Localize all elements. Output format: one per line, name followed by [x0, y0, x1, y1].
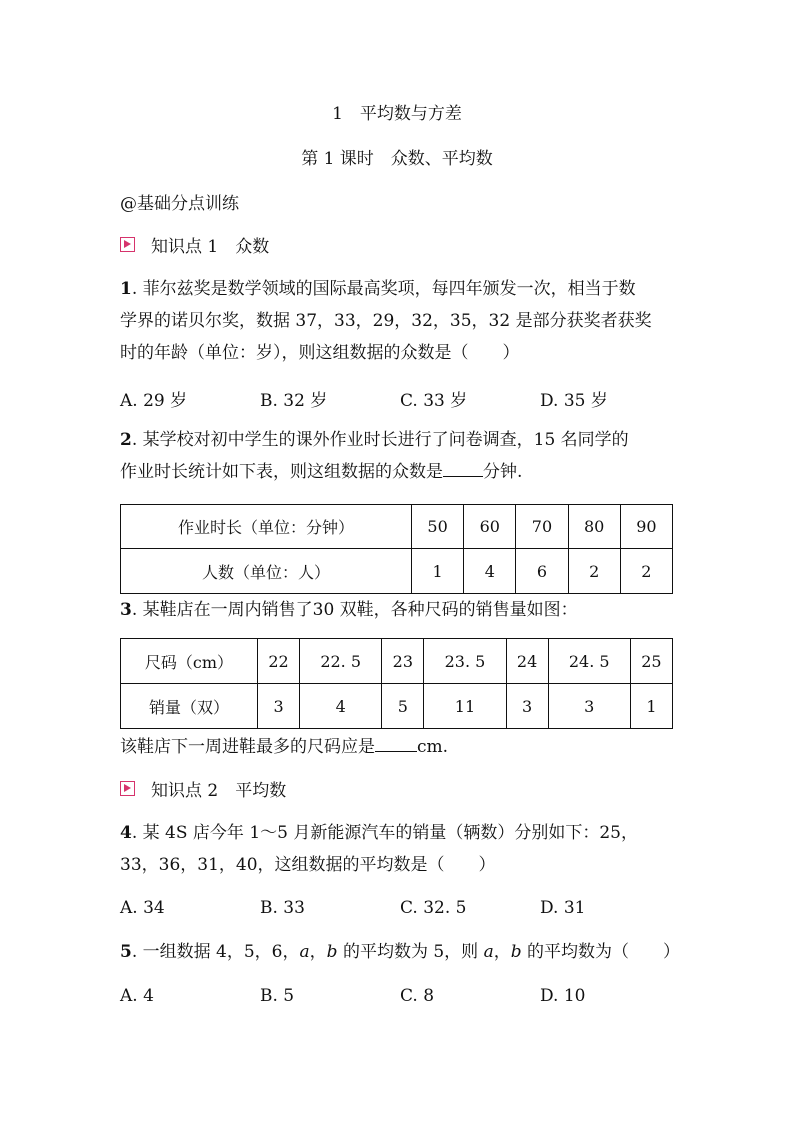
- homework-time-table: [120, 504, 673, 594]
- table-cell: 3: [548, 684, 630, 729]
- choice-c: C. 8: [400, 986, 435, 1006]
- choice-b: B. 5: [260, 986, 295, 1006]
- table-row: [121, 684, 673, 729]
- choice-a: A. 4: [120, 986, 154, 1006]
- question-1: [120, 273, 680, 369]
- choice-b: B. 32 岁: [260, 391, 328, 411]
- knowledge-point-label: 知识点 1 众数: [151, 237, 270, 257]
- choice-b: B. 33: [260, 898, 305, 918]
- knowledge-point-label: 知识点 2 平均数: [151, 781, 287, 801]
- question-4: [120, 817, 680, 881]
- table-cell: 4: [300, 684, 382, 729]
- table-cell: 11: [424, 684, 506, 729]
- table-cell: 2: [620, 549, 672, 594]
- table-cell: 50: [412, 505, 464, 549]
- table-header-cell: 作业时长（单位：分钟）: [121, 505, 412, 549]
- answer-blank[interactable]: [443, 458, 483, 477]
- table-cell: 4: [464, 549, 516, 594]
- table-cell: 6: [516, 549, 568, 594]
- question-text: 的平均数为 5，则: [337, 942, 484, 962]
- table-cell: 3: [506, 684, 548, 729]
- choice-a: A. 34: [120, 898, 165, 918]
- table-cell: 80: [568, 505, 620, 549]
- table-cell: 3: [258, 684, 300, 729]
- choice-d: D. 35 岁: [540, 391, 608, 411]
- answer-blank[interactable]: [375, 733, 417, 752]
- question-3-followup: [120, 732, 448, 757]
- question-text: 分钟.: [483, 462, 523, 482]
- shoe-size-table: [120, 638, 673, 729]
- question-number: 2: [120, 430, 132, 450]
- table-cell: 25: [630, 639, 672, 684]
- table-row: [121, 639, 673, 684]
- question-2: [120, 424, 680, 488]
- table-cell: 1: [630, 684, 672, 729]
- question-text: 学界的诺贝尔奖，数据 37，33，29，32，35，32 是部分获奖者获奖: [120, 311, 652, 331]
- question-5: [120, 936, 680, 968]
- question-text: 的平均数为（ ）: [521, 942, 681, 962]
- variable-a: a: [299, 942, 310, 962]
- table-cell: 23: [382, 639, 424, 684]
- table-cell: 24: [506, 639, 548, 684]
- variable-b: b: [510, 942, 522, 962]
- question-text: 作业时长统计如下表，则这组数据的众数是: [120, 462, 443, 482]
- table-row: [121, 505, 673, 549]
- choice-c: C. 33 岁: [400, 391, 468, 411]
- question-number: 1: [120, 279, 132, 299]
- table-cell: 60: [464, 505, 516, 549]
- table-header-cell: 尺码（cm）: [121, 639, 258, 684]
- knowledge-point-2: [120, 776, 286, 801]
- table-cell: 90: [620, 505, 672, 549]
- table-cell: 22: [258, 639, 300, 684]
- choice-d: D. 31: [540, 898, 586, 918]
- question-text: ，: [493, 942, 511, 962]
- table-cell: 70: [516, 505, 568, 549]
- question-text: . 某学校对初中学生的课外作业时长进行了问卷调查，15 名同学的: [131, 430, 629, 450]
- question-number: 4: [120, 823, 132, 843]
- question-text: 该鞋店下一周进鞋最多的尺码应是: [120, 737, 375, 757]
- choice-a: A. 29 岁: [120, 391, 188, 411]
- choice-d: D. 10: [540, 986, 586, 1006]
- question-number: 3: [120, 600, 132, 620]
- knowledge-point-1: [120, 232, 269, 257]
- question-text: . 某 4S 店今年 1～5 月新能源汽车的销量（辆数）分别如下：25，: [131, 823, 638, 843]
- table-header-cell: 人数（单位：人）: [121, 549, 412, 594]
- question-text: 时的年龄（单位：岁），则这组数据的众数是（ ）: [120, 343, 520, 363]
- question-text: ，: [309, 942, 327, 962]
- variable-b: b: [326, 942, 338, 962]
- question-text: . 某鞋店在一周内销售了30 双鞋，各种尺码的销售量如图：: [131, 600, 578, 620]
- table-cell: 24. 5: [548, 639, 630, 684]
- question-text: cm.: [417, 737, 449, 757]
- choice-c: C. 32. 5: [400, 898, 467, 918]
- question-text: 33，36，31，40，这组数据的平均数是（ ）: [120, 855, 496, 875]
- table-cell: 23. 5: [424, 639, 506, 684]
- section-heading: @基础分点训练: [120, 194, 239, 214]
- table-row: [121, 549, 673, 594]
- lesson-subtitle: 第 1 课时 众数、平均数: [301, 149, 493, 169]
- page-title: 1 平均数与方差: [332, 104, 462, 124]
- table-header-cell: 销量（双）: [121, 684, 258, 729]
- table-cell: 2: [568, 549, 620, 594]
- variable-a: a: [483, 942, 494, 962]
- question-number: 5: [120, 942, 132, 962]
- question-text: . 菲尔兹奖是数学领域的国际最高奖项，每四年颁发一次，相当于数: [131, 279, 636, 299]
- table-cell: 22. 5: [300, 639, 382, 684]
- question-text: . 一组数据 4，5，6，: [131, 942, 300, 962]
- play-triangle-icon: [120, 781, 135, 796]
- table-cell: 5: [382, 684, 424, 729]
- play-triangle-icon: [120, 237, 135, 252]
- table-cell: 1: [412, 549, 464, 594]
- question-3: [120, 594, 680, 626]
